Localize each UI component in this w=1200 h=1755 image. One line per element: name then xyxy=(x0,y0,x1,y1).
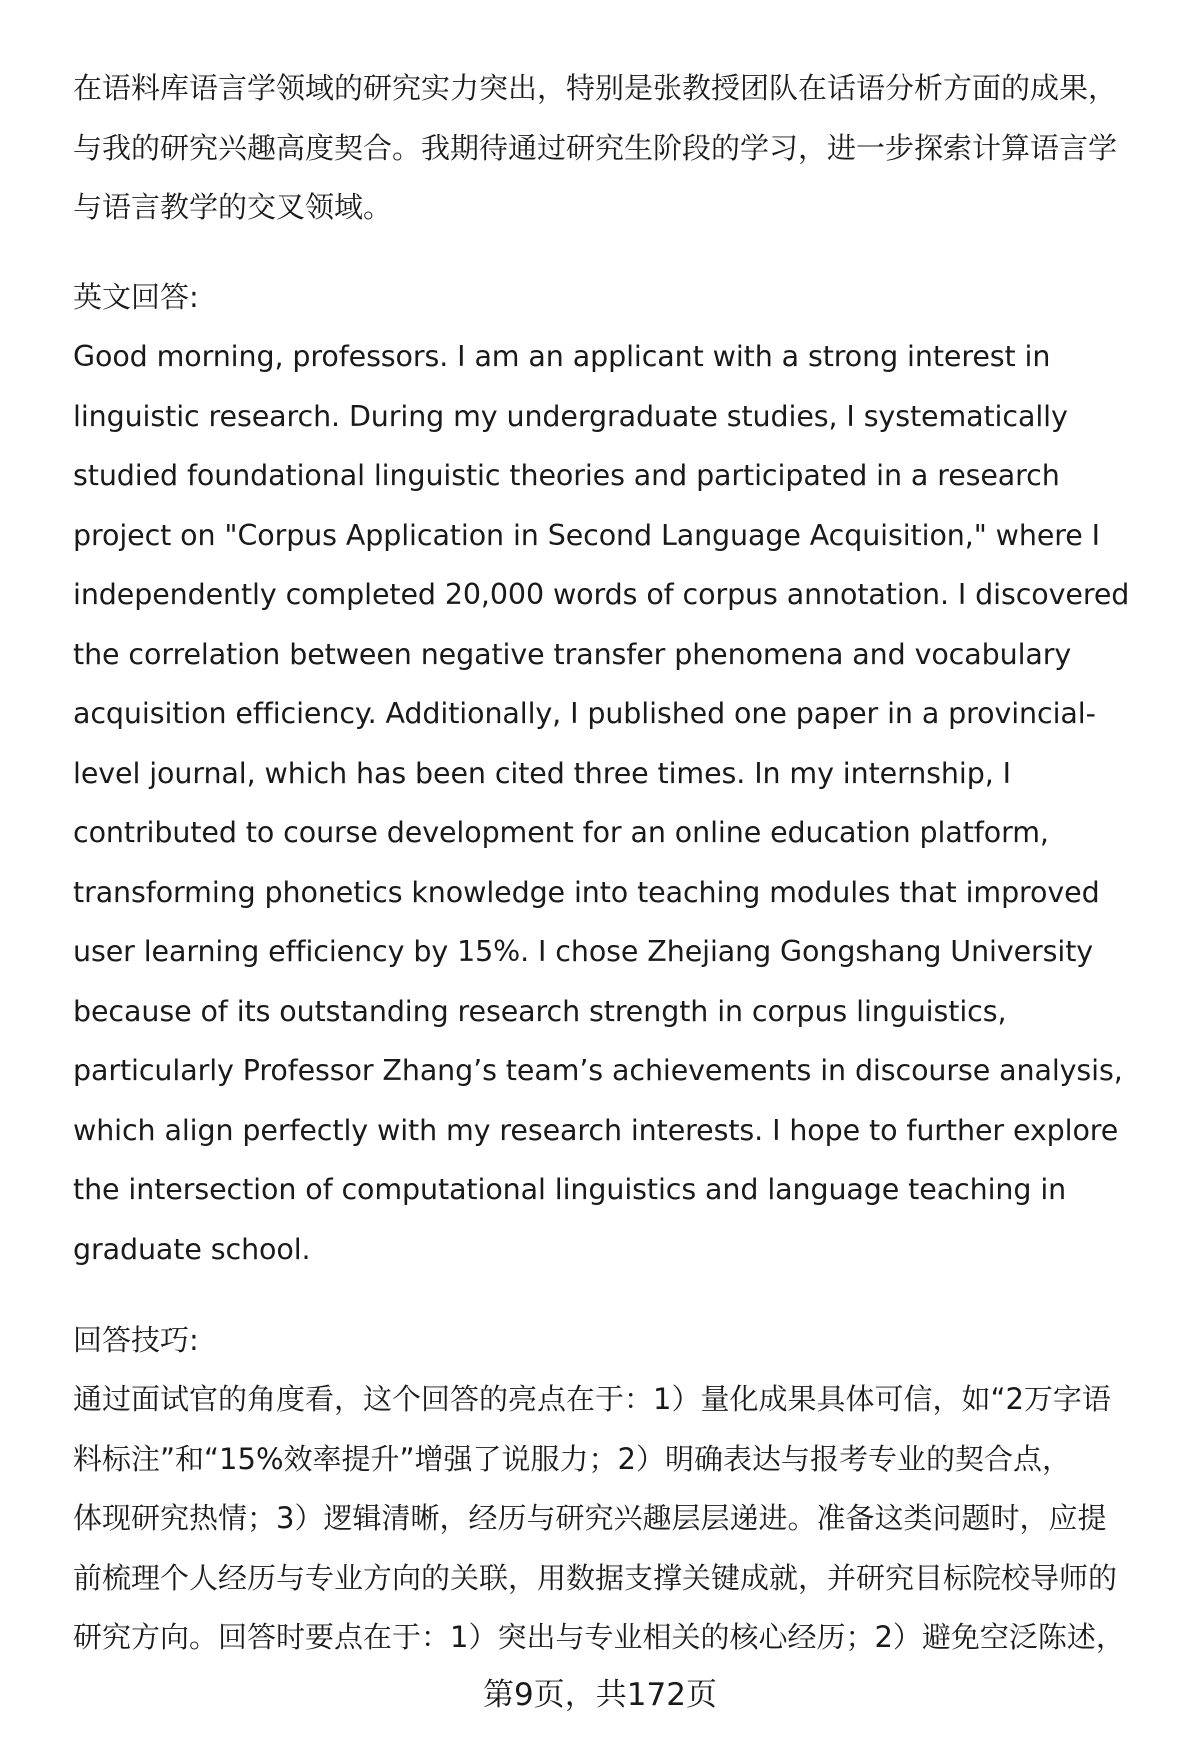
tips-label: 回答技巧: xyxy=(73,1323,199,1357)
english-answer-paragraph xyxy=(73,327,1153,1279)
tips-paragraph xyxy=(73,1370,1153,1668)
text-line: because of its outstanding research strength in corpus linguistics, xyxy=(73,994,1007,1028)
english-answer-label: 英文回答: xyxy=(73,280,199,314)
text-line: user learning efficiency by 15%. I chose Zhejiang Gongshang University xyxy=(73,935,1094,968)
text-line: graduate school. xyxy=(73,1232,311,1266)
text-line: transforming phonetics knowledge into teaching modules that improved xyxy=(73,875,1100,909)
text-line: the correlation between negative transfer phenomena and vocabulary xyxy=(73,637,1072,671)
text-line: contributed to course development for an online education platform, xyxy=(73,816,1049,849)
text-line: which align perfectly with my research interests. I hope to further explore xyxy=(73,1113,1119,1147)
text-line: particularly Professor Zhang’s team’s achievements in discourse analysis, xyxy=(73,1054,1123,1087)
text-line: 在语料库语言学领域的研究实力突出，特别是张教授团队在话语分析方面的成果， xyxy=(73,71,1118,105)
text-line: linguistic research. During my undergraduate studies, I systematically xyxy=(73,399,1068,433)
text-line: Good morning, professors. I am an applicant with a strong interest in xyxy=(73,340,1051,373)
text-line: 与我的研究兴趣高度契合。我期待通过研究生阶段的学习，进一步探索计算语言学 xyxy=(73,130,1118,165)
text-line: 研究方向。回答时要点在于：1）突出与专业相关的核心经历；2）避免空泛陈述， xyxy=(73,1620,1125,1654)
text-line: 与语言教学的交叉领域。 xyxy=(73,190,393,224)
text-line: 体现研究热情；3）逻辑清晰，经历与研究兴趣层层递进。准备这类问题时，应提 xyxy=(73,1501,1107,1535)
intro-paragraph xyxy=(73,59,1153,238)
text-line: level journal, which has been cited three times. In my internship, I xyxy=(73,756,1011,790)
text-line: acquisition efficiency. Additionally, I published one paper in a provincial- xyxy=(73,697,1096,730)
text-line: independently completed 20,000 words of corpus annotation. I discovered xyxy=(73,578,1130,611)
text-line: 料标注”和“15%效率提升”增强了说服力；2）明确表达与报考专业的契合点， xyxy=(73,1441,1071,1476)
text-line: project on "Corpus Application in Second Language Acquisition," where I xyxy=(73,518,1100,552)
text-line: 前梳理个人经历与专业方向的关联，用数据支撑关键成就，并研究目标院校导师的 xyxy=(73,1560,1118,1595)
page-number-footer: 第9页，共172页 xyxy=(483,1677,717,1713)
text-line: 通过面试官的角度看，这个回答的亮点在于：1）量化成果具体可信，如“2万字语 xyxy=(73,1382,1111,1416)
text-line: the intersection of computational linguistics and language teaching in xyxy=(73,1173,1067,1206)
text-line: studied foundational linguistic theories and participated in a research xyxy=(73,459,1060,492)
